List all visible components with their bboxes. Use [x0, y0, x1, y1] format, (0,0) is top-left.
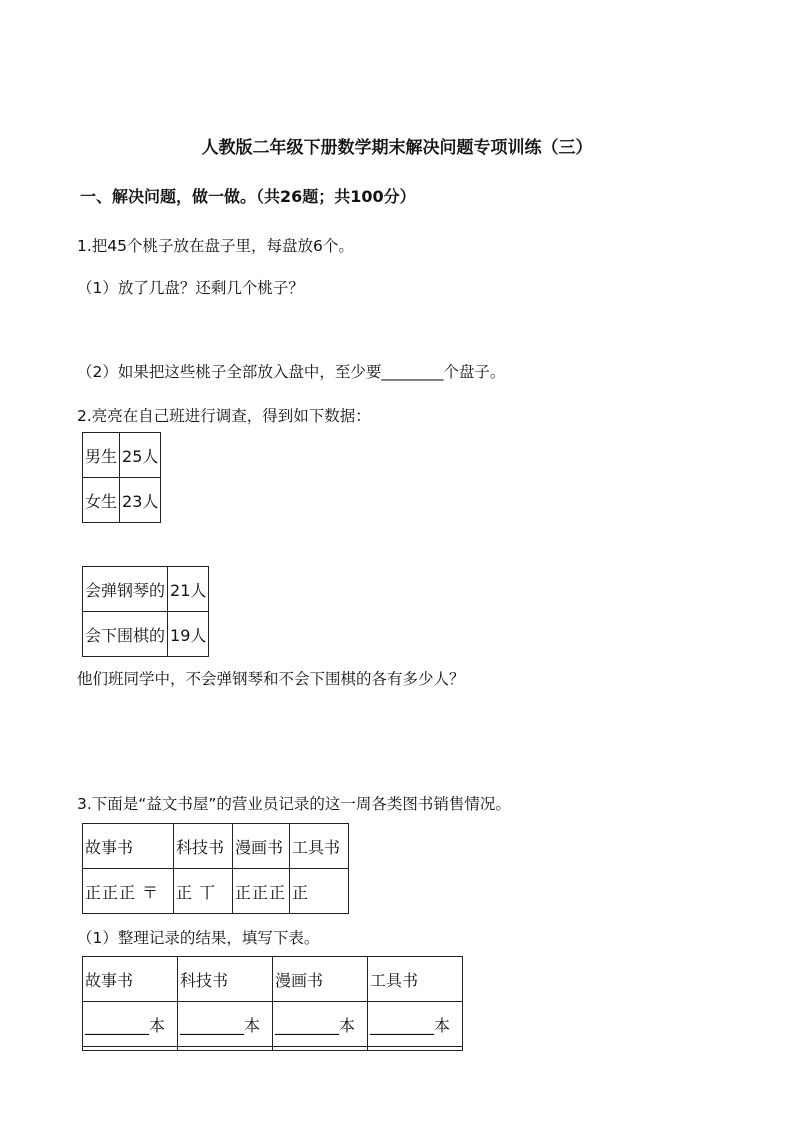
table-header-cell: 漫画书 — [233, 824, 290, 869]
tally-cell: 正正正 — [233, 869, 290, 914]
q2-stem: 2.亮亮在自己班进行调查，得到如下数据： — [77, 407, 371, 425]
table-header-cell: 工具书 — [368, 957, 463, 1002]
page-title: 人教版二年级下册数学期末解决问题专项训练（三） — [201, 138, 593, 158]
class-count-table — [82, 432, 161, 523]
table-cell — [368, 1047, 463, 1051]
table-row — [83, 612, 209, 657]
answer-blank[interactable]: ________本 — [178, 1002, 273, 1047]
q1-part2: （2）如果把这些桃子全部放入盘中，至少要________个盘子。 — [77, 363, 506, 381]
table-cell — [83, 1047, 178, 1051]
table-cell — [273, 1047, 368, 1051]
answer-blank[interactable]: ________本 — [368, 1002, 463, 1047]
table-cell: 女生 — [83, 478, 120, 523]
answer-blank[interactable]: ________本 — [83, 1002, 178, 1047]
table-row — [83, 1047, 463, 1051]
table-cell: 会下围棋的 — [83, 612, 168, 657]
tally-cell: 正 — [290, 869, 349, 914]
q1-part1: （1）放了几盘？还剩几个桃子？ — [77, 279, 304, 297]
hobby-count-table — [82, 566, 209, 657]
tally-cell: 正 丅 — [174, 869, 233, 914]
table-cell: 男生 — [83, 433, 120, 478]
q3-stem: 3.下面是“益文书屋”的营业员记录的这一周各类图书销售情况。 — [77, 795, 511, 813]
table-cell — [178, 1047, 273, 1051]
table-cell: 25人 — [120, 433, 161, 478]
table-header-cell: 故事书 — [83, 824, 174, 869]
table-row — [83, 869, 349, 914]
table-cell: 会弹钢琴的 — [83, 567, 168, 612]
table-row — [83, 957, 463, 1002]
table-header-cell: 漫画书 — [273, 957, 368, 1002]
table-cell: 23人 — [120, 478, 161, 523]
table-row — [83, 567, 209, 612]
q1-stem: 1.把45个桃子放在盘子里，每盘放6个。 — [77, 237, 354, 255]
table-row — [83, 1002, 463, 1047]
table-row — [83, 433, 161, 478]
table-header-cell: 工具书 — [290, 824, 349, 869]
table-row — [83, 824, 349, 869]
q3-part1: （1）整理记录的结果，填写下表。 — [77, 929, 320, 947]
table-row — [83, 478, 161, 523]
table-header-cell: 故事书 — [83, 957, 178, 1002]
table-cell: 21人 — [168, 567, 209, 612]
table-cell: 19人 — [168, 612, 209, 657]
q2-question: 他们班同学中，不会弹钢琴和不会下围棋的各有多少人？ — [77, 670, 465, 688]
tally-cell: 正正正 〒 — [83, 869, 174, 914]
section-heading: 一、解决问题，做一做。（共26题；共100分） — [80, 187, 416, 206]
table-header-cell: 科技书 — [178, 957, 273, 1002]
table-header-cell: 科技书 — [174, 824, 233, 869]
answer-blank[interactable]: ________本 — [273, 1002, 368, 1047]
fill-in-table — [82, 956, 463, 1051]
tally-record-table — [82, 823, 349, 914]
